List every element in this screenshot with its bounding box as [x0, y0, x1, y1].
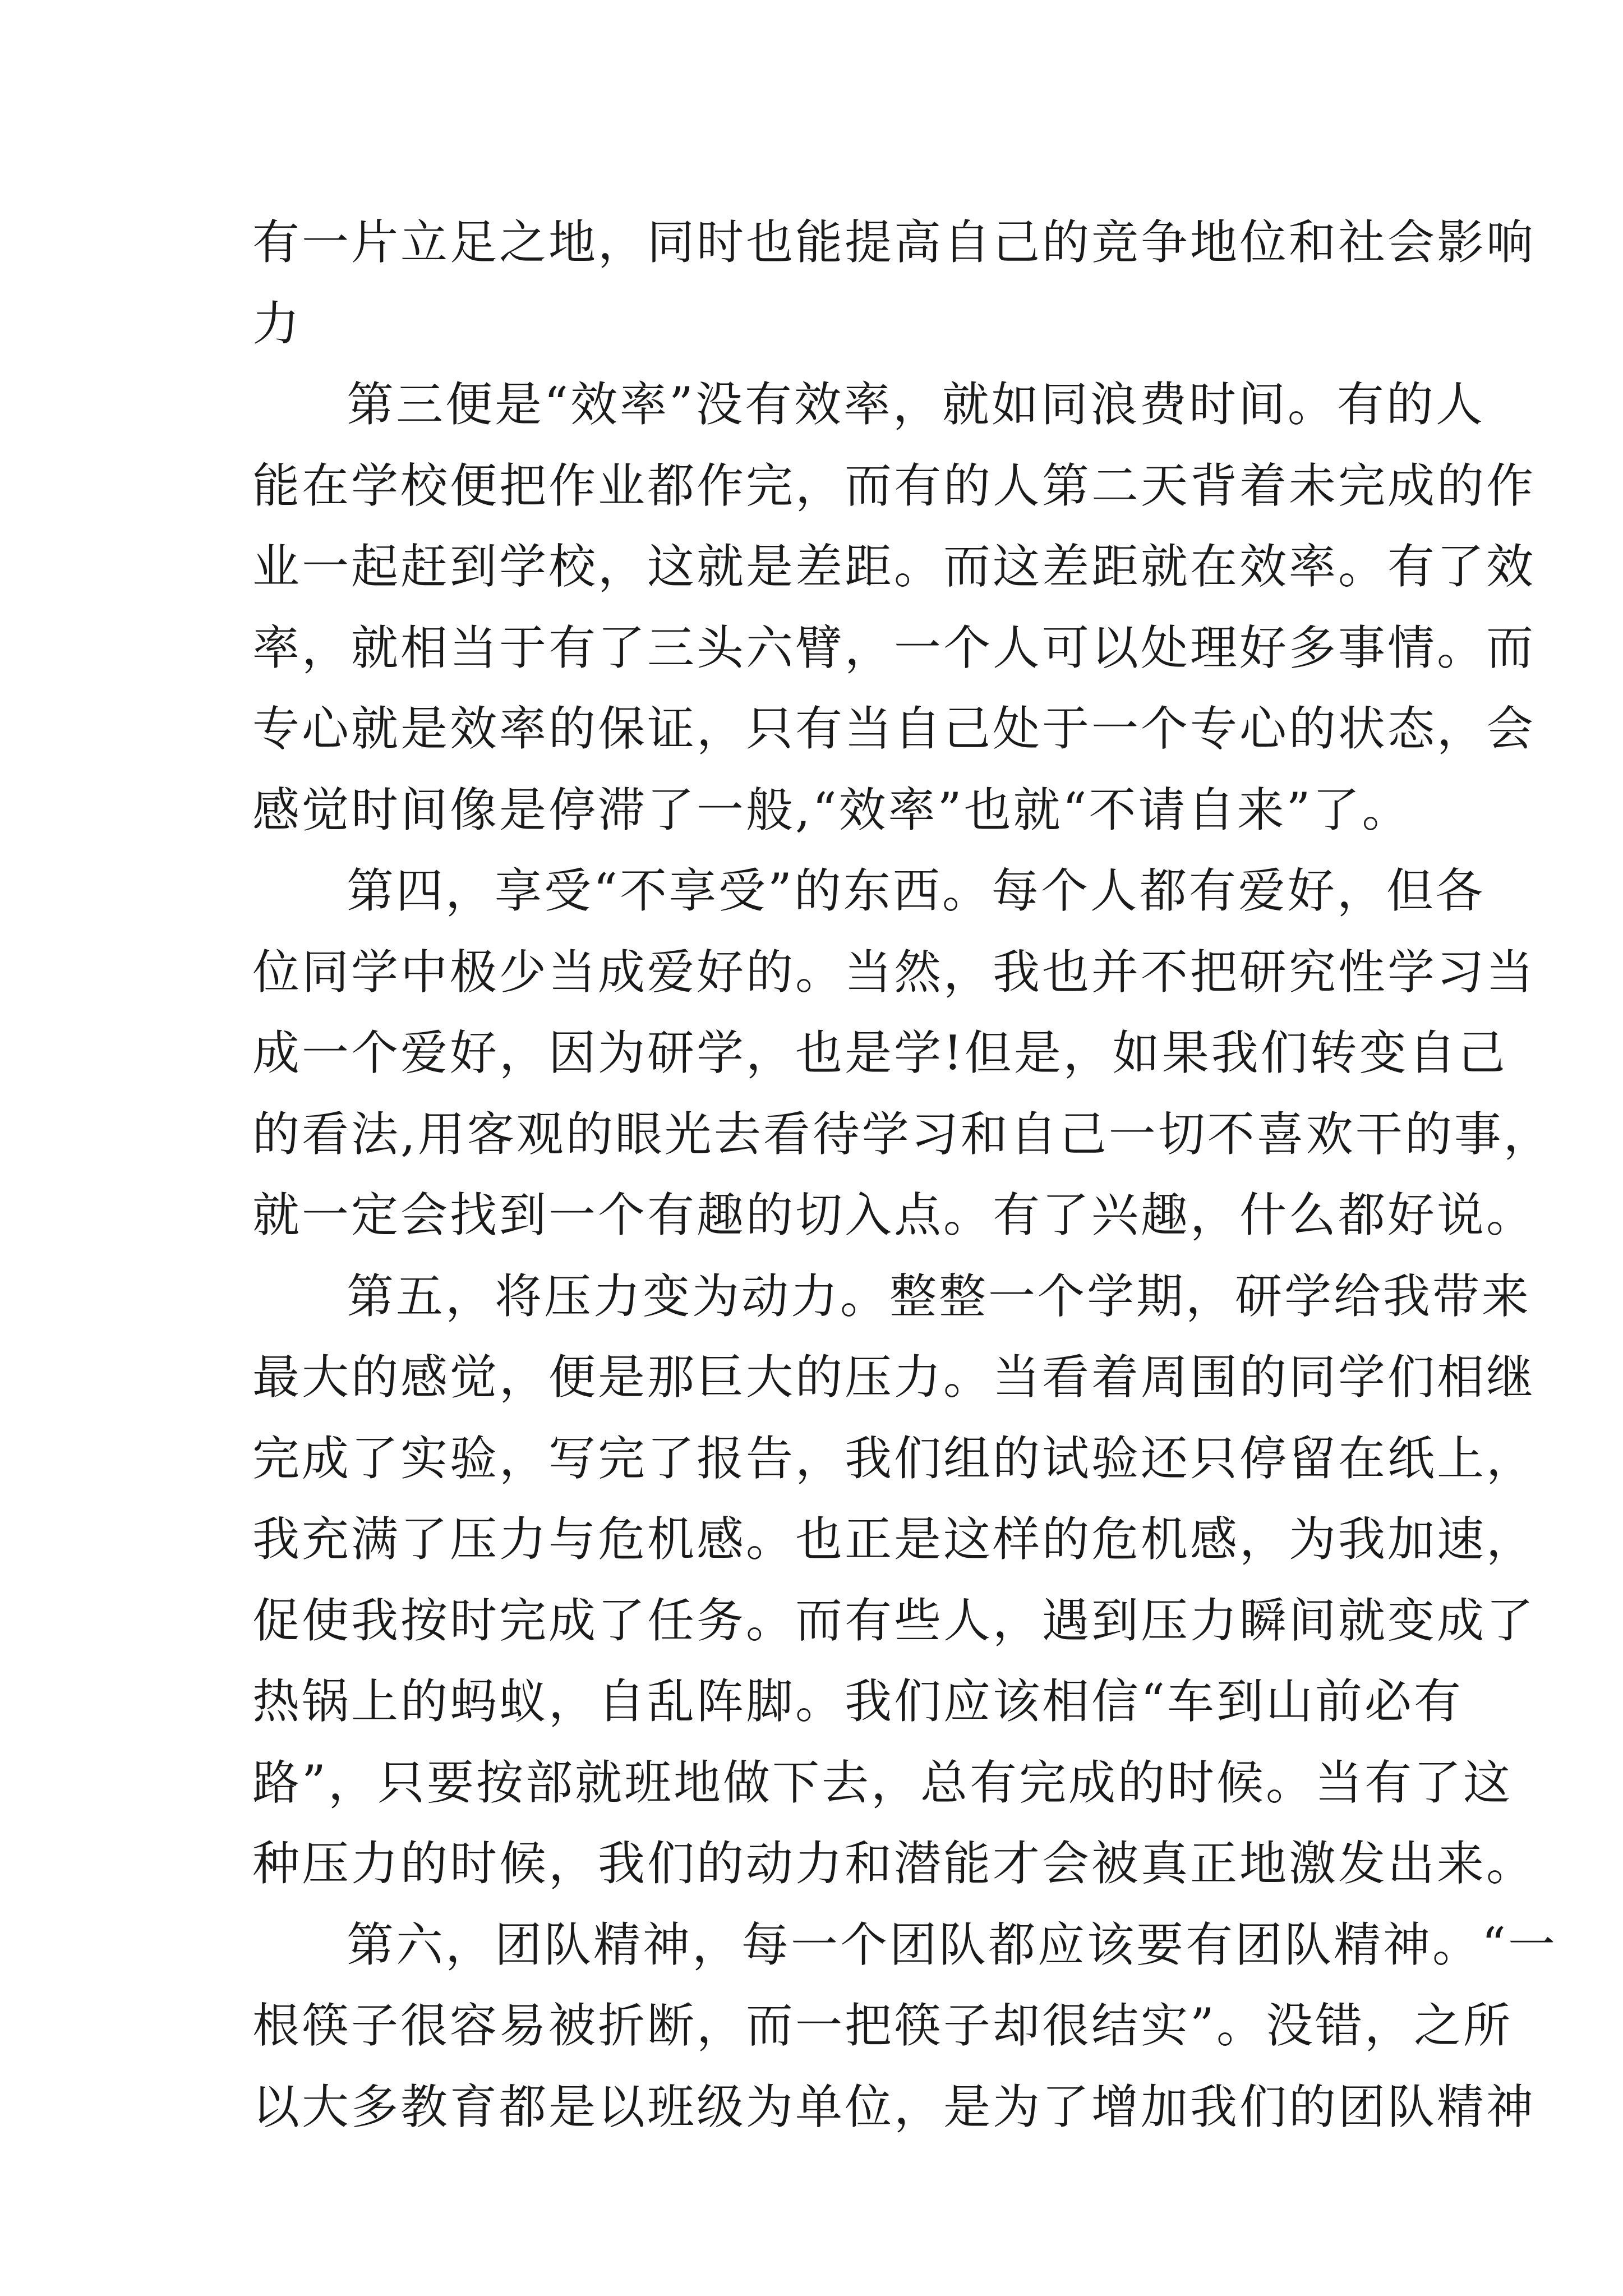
text-line-4: 能在学校便把作业都作完，而有的人第二天背着未完成的作: [252, 458, 1536, 513]
paragraph-teamwork-start: 第六，团队精神，每一个团队都应该要有团队精神。“一: [347, 1917, 1557, 1972]
text-line-10: 位同学中极少当成爱好的。当然，我也并不把研究性学习当: [252, 944, 1536, 1000]
text-line-24: 以大多教育都是以班级为单位，是为了增加我们的团队精神: [252, 2079, 1536, 2134]
text-line-19: 热锅上的蚂蚁，自乱阵脚。我们应该相信“车到山前必有: [252, 1674, 1463, 1729]
text-line-17: 我充满了压力与危机感。也正是这样的危机感，为我加速，: [252, 1512, 1536, 1567]
text-line-16: 完成了实验，写完了报告，我们组的试验还只停留在纸上，: [252, 1430, 1536, 1486]
paragraph-enjoy-start: 第四，享受“不享受”的东西。每个人都有爱好，但各: [347, 863, 1485, 918]
text-line-7: 专心就是效率的保证，只有当自己处于一个专心的状态，会: [252, 701, 1536, 756]
text-line-1: 有一片立足之地，同时也能提高自己的竞争地位和社会影响: [252, 215, 1536, 270]
text-line-18: 促使我按时完成了任务。而有些人，遇到压力瞬间就变成了: [252, 1593, 1536, 1648]
text-line-13: 就一定会找到一个有趣的切入点。有了兴趣，什么都好说。: [252, 1188, 1536, 1243]
body-text: [252, 202, 1557, 2147]
text-line-5: 业一起赶到学校，这就是差距。而这差距就在效率。有了效: [252, 539, 1536, 594]
paragraph-efficiency-start: 第三便是“效率”没有效率，就如同浪费时间。有的人: [347, 377, 1485, 432]
text-line-15: 最大的感觉，便是那巨大的压力。当看着周围的同学们相继: [252, 1350, 1536, 1405]
text-line-23: 根筷子很容易被折断，而一把筷子却很结实”。没错，之所: [252, 1998, 1513, 2053]
text-line-12: 的看法,用客观的眼光去看待学习和自己一切不喜欢干的事，: [252, 1106, 1553, 1162]
text-line-2: 力: [252, 296, 302, 351]
text-line-21: 种压力的时候，我们的动力和潜能才会被真正地激发出来。: [252, 1836, 1536, 1891]
text-line-8: 感觉时间像是停滞了一般,“效率”也就“不请自来”了。: [252, 782, 1412, 838]
text-line-20: 路”，只要按部就班地做下去，总有完成的时候。当有了这: [252, 1755, 1513, 1810]
text-line-11: 成一个爱好，因为研学，也是学!但是，如果我们转变自己: [252, 1025, 1507, 1080]
paragraph-pressure-start: 第五，将压力变为动力。整整一个学期，研学给我带来: [347, 1268, 1532, 1324]
text-line-6: 率，就相当于有了三头六臂，一个人可以处理好多事情。而: [252, 620, 1536, 675]
